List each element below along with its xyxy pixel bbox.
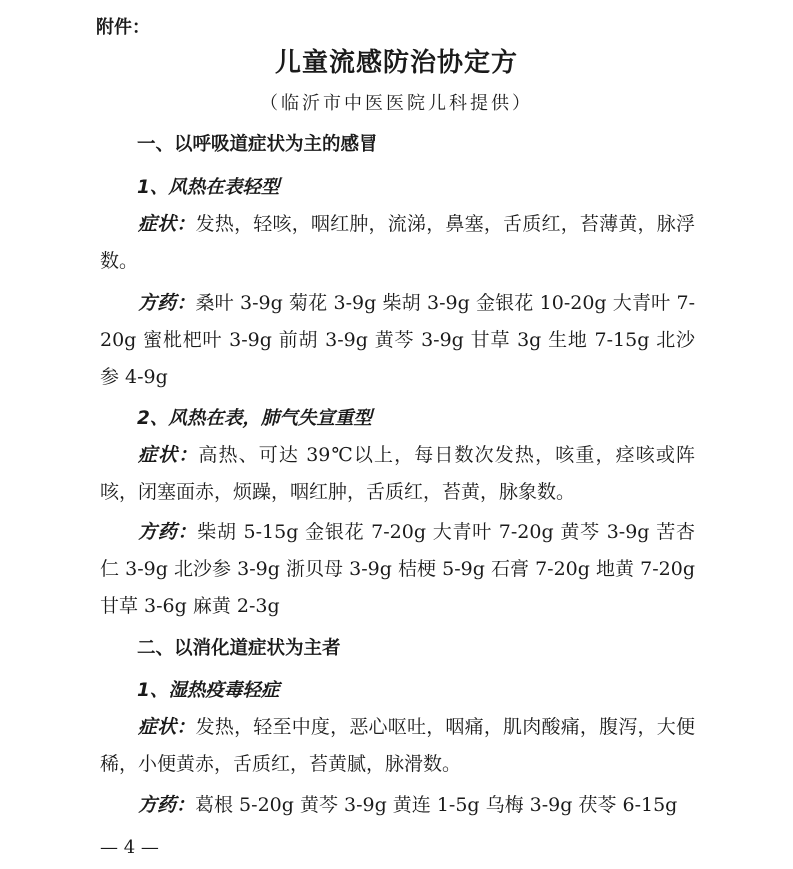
- recipe-label: 方药：: [138, 521, 198, 543]
- symptoms-label: 症状：: [138, 716, 196, 738]
- recipe-text: 桑叶 3-9g 菊花 3-9g 柴胡 3-9g 金银花 10-20g 大青叶 7-20g 蜜枇杷叶 3-9g 前胡 3-9g 黄芩 3-9g 甘草 3g 生地 7-15g 北沙参 4-9g: [100, 292, 695, 388]
- section1-type1-symptoms: [100, 206, 695, 280]
- symptoms-text: 发热，轻至中度，恶心呕吐，咽痛，肌肉酸痛，腹泻，大便稀，小便黄赤，舌质红，苔黄腻，脉滑数。: [100, 716, 695, 775]
- symptoms-text: 发热，轻咳，咽红肿，流涕，鼻塞，舌质红，苔薄黄，脉浮数。: [100, 213, 695, 272]
- recipe-label: 方药：: [138, 794, 196, 816]
- symptoms-label: 症状：: [138, 213, 196, 235]
- section2-type1-heading: 1、湿热疫毒轻症: [137, 680, 280, 701]
- attachment-label: 附件：: [96, 17, 150, 38]
- section1-type2-heading: 2、风热在表，肺气失宣重型: [137, 408, 372, 429]
- section1-type1-recipe: [100, 285, 695, 396]
- recipe-text: 葛根 5-20g 黄芩 3-9g 黄连 1-5g 乌梅 3-9g 茯苓 6-15g: [195, 794, 678, 816]
- section1-heading: 一、以呼吸道症状为主的感冒: [137, 134, 378, 155]
- page-number: — 4 —: [100, 837, 159, 858]
- document-title: 儿童流感防治协定方: [274, 48, 518, 78]
- section2-type1-recipe: [100, 787, 695, 824]
- section2-type1-symptoms: [100, 709, 695, 783]
- recipe-text: 柴胡 5-15g 金银花 7-20g 大青叶 7-20g 黄芩 3-9g 苦杏仁 3-9g 北沙参 3-9g 浙贝母 3-9g 桔梗 5-9g 石膏 7-20g 地黄 7-20g 甘草 3-6g 麻黄 2-3g: [100, 521, 695, 617]
- section2-heading: 二、以消化道症状为主者: [137, 638, 341, 659]
- symptoms-text: 高热、可达 39℃以上，每日数次发热，咳重，痉咳或阵咳，闭塞面赤，烦躁，咽红肿，舌质红，苔黄，脉象数。: [100, 444, 695, 503]
- recipe-label: 方药：: [138, 292, 196, 314]
- section1-type2-symptoms: [100, 437, 695, 511]
- symptoms-label: 症状：: [138, 444, 199, 466]
- section1-type2-recipe: [100, 514, 695, 625]
- section1-type1-heading: 1、风热在表轻型: [137, 177, 280, 198]
- document-subtitle: （临沂市中医医院儿科提供）: [260, 93, 533, 114]
